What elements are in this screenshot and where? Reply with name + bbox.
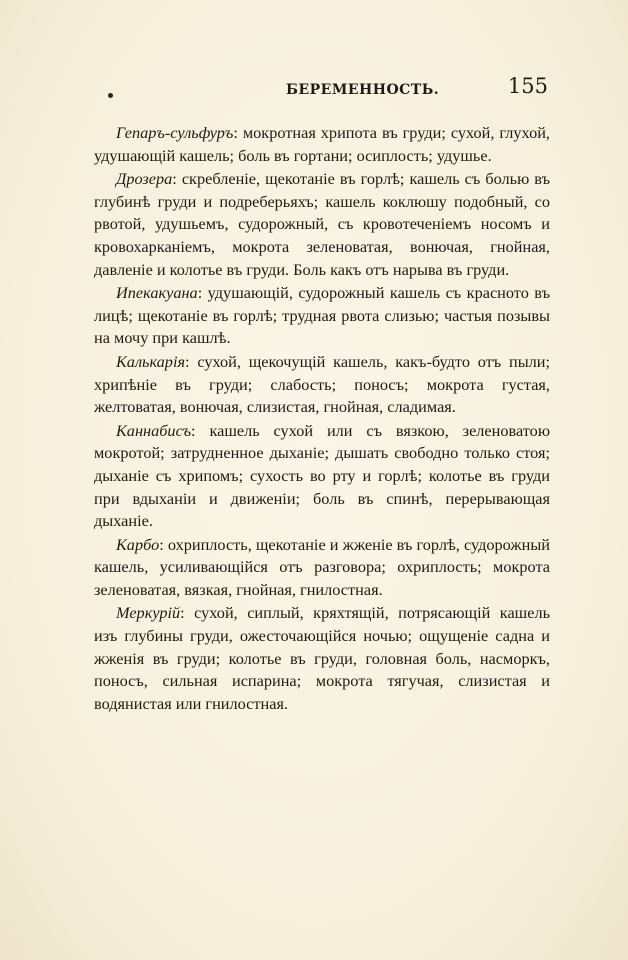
remedy-entry (94, 602, 550, 715)
remedy-symptoms: : охриплость, щекотаніе и жженіе въ горлѣ, судорожный кашель, усиливающійся отъ разговора; охриплость; мокрота зеленоватая, вязкая, гнойная, гнилостная. (94, 534, 550, 599)
remedy-entry (94, 420, 550, 533)
remedy-symptoms: : сухой, сиплый, кряхтящій, потрясающій кашель изъ глубины груди, ожесточающійся ночью; ощущеніе садна и жженія въ груди; колотье въ груди, головная боль, насморкъ, поносъ, сильная испарина; мокрота тягучая, слизистая и водянистая или гнилостная. (94, 603, 550, 713)
remedy-entry (94, 122, 550, 167)
remedy-entry (94, 282, 550, 350)
remedy-symptoms: : сухой, щекочущій кашель, какъ-будто отъ пыли; хрипѣніе въ груди; слабость; поносъ; мокрота густая, желтоватая, вонючая, слизистая, гнойная, сладимая. (94, 351, 550, 417)
remedy-entry (94, 351, 550, 419)
remedy-name: Ипекакуана (116, 283, 198, 303)
remedy-symptoms: : кашель сухой или съ вязкою, зеленоватою мокротой; затрудненное дыханіе; дышать свободно только стоя; дыханіе съ хрипомъ; сухость во рту и горлѣ; колотье въ груди при вдыханіи и движеніи; боль въ спинѣ, перерывающая дыханіе. (94, 420, 550, 531)
remedy-symptoms: : мокротная хрипота въ груди; сухой, глухой, удушающій кашель; боль въ гортани; осиплость; удушье. (94, 123, 550, 165)
running-title: БЕРЕМЕННОСТЬ. (286, 82, 440, 98)
remedy-symptoms: : удушающій, судорожный кашель съ красното въ лицѣ; щекотаніе въ горлѣ; трудная рвота слизью; частыя позывы на мочу при кашлѣ. (94, 283, 550, 348)
remedy-name: Каннабисъ (116, 420, 192, 440)
remedy-name: Калькарія (116, 351, 186, 371)
remedy-symptoms: : скребленіе, щекотаніе въ горлѣ; кашель съ болью въ глубинѣ груди и подреберьяхъ; кашель коклюшу подобный, со рвотой, удушьемъ, судорожный, съ кровотеченіемъ носомъ и кровохарканіемъ, мокрота зеленоватая, вонючая, гнойная, давленіе и колотье въ груди. Боль какъ отъ нарыва въ груди. (94, 169, 550, 279)
remedy-name: Карбо (116, 534, 160, 554)
remedy-name: Дрозера (116, 169, 173, 189)
remedy-name: Меркурій (116, 603, 181, 623)
remedy-name: Гепаръ-сульфуръ (116, 123, 234, 142)
page-header (94, 74, 550, 104)
remedy-entry (94, 534, 550, 602)
page-number: 155 (507, 74, 548, 98)
remedy-entry (94, 168, 550, 281)
page-body (94, 122, 550, 716)
